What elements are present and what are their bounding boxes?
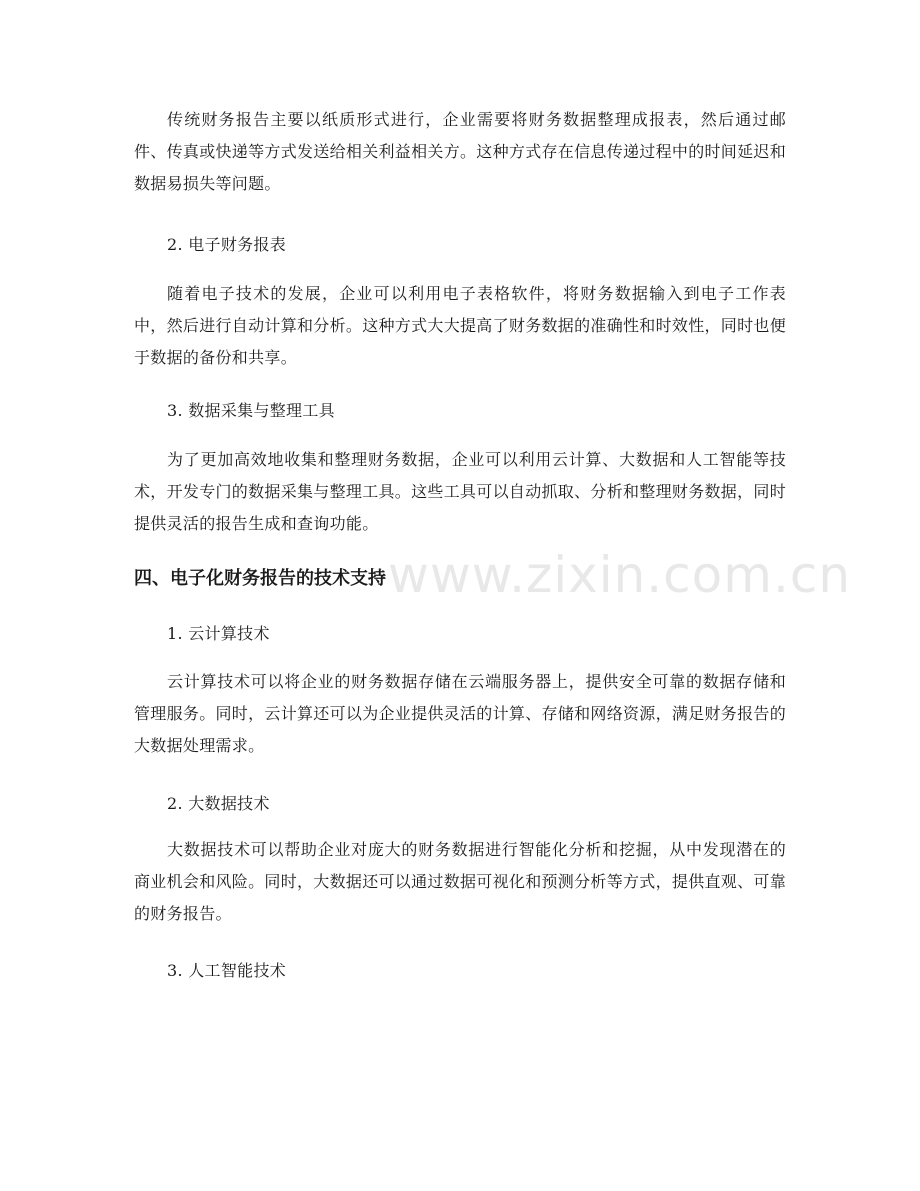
paragraph-cloud: 云计算技术可以将企业的财务数据存储在云端服务器上，提供安全可靠的数据存储和管理服务。同时，云计算还可以为企业提供灵活的计算、存储和网络资源，满足财务报告的大数据处理需求。 — [134, 672, 787, 755]
list-item-data-tools: 3. 数据采集与整理工具 — [167, 401, 335, 420]
list-item-ai: 3. 人工智能技术 — [167, 961, 287, 980]
list-item-cloud: 1. 云计算技术 — [167, 624, 270, 643]
paragraph-data-tools: 为了更加高效地收集和整理财务数据，企业可以利用云计算、大数据和人工智能等技术，开发专门的数据采集与整理工具。这些工具可以自动抓取、分析和整理财务数据，同时提供灵活的报告生成和查询功能。 — [134, 450, 787, 533]
list-item-electronic-statements: 2. 电子财务报表 — [167, 235, 287, 254]
section-heading-tech-support: 四、电子化财务报告的技术支持 — [134, 568, 386, 589]
watermark-text: www.zixin.com.cn — [388, 546, 852, 604]
paragraph-electronic-statements: 随着电子技术的发展，企业可以利用电子表格软件，将财务数据输入到电子工作表中，然后进行自动计算和分析。这种方式大大提高了财务数据的准确性和时效性，同时也便于数据的备份和共享。 — [134, 284, 787, 367]
paragraph-traditional-reporting: 传统财务报告主要以纸质形式进行，企业需要将财务数据整理成报表，然后通过邮件、传真或快递等方式发送给相关利益相关方。这种方式存在信息传递过程中的时间延迟和数据易损失等问题。 — [134, 110, 787, 193]
paragraph-bigdata: 大数据技术可以帮助企业对庞大的财务数据进行智能化分析和挖掘，从中发现潜在的商业机会和风险。同时，大数据还可以通过数据可视化和预测分析等方式，提供直观、可靠的财务报告。 — [134, 840, 787, 923]
list-item-bigdata: 2. 大数据技术 — [167, 794, 270, 813]
